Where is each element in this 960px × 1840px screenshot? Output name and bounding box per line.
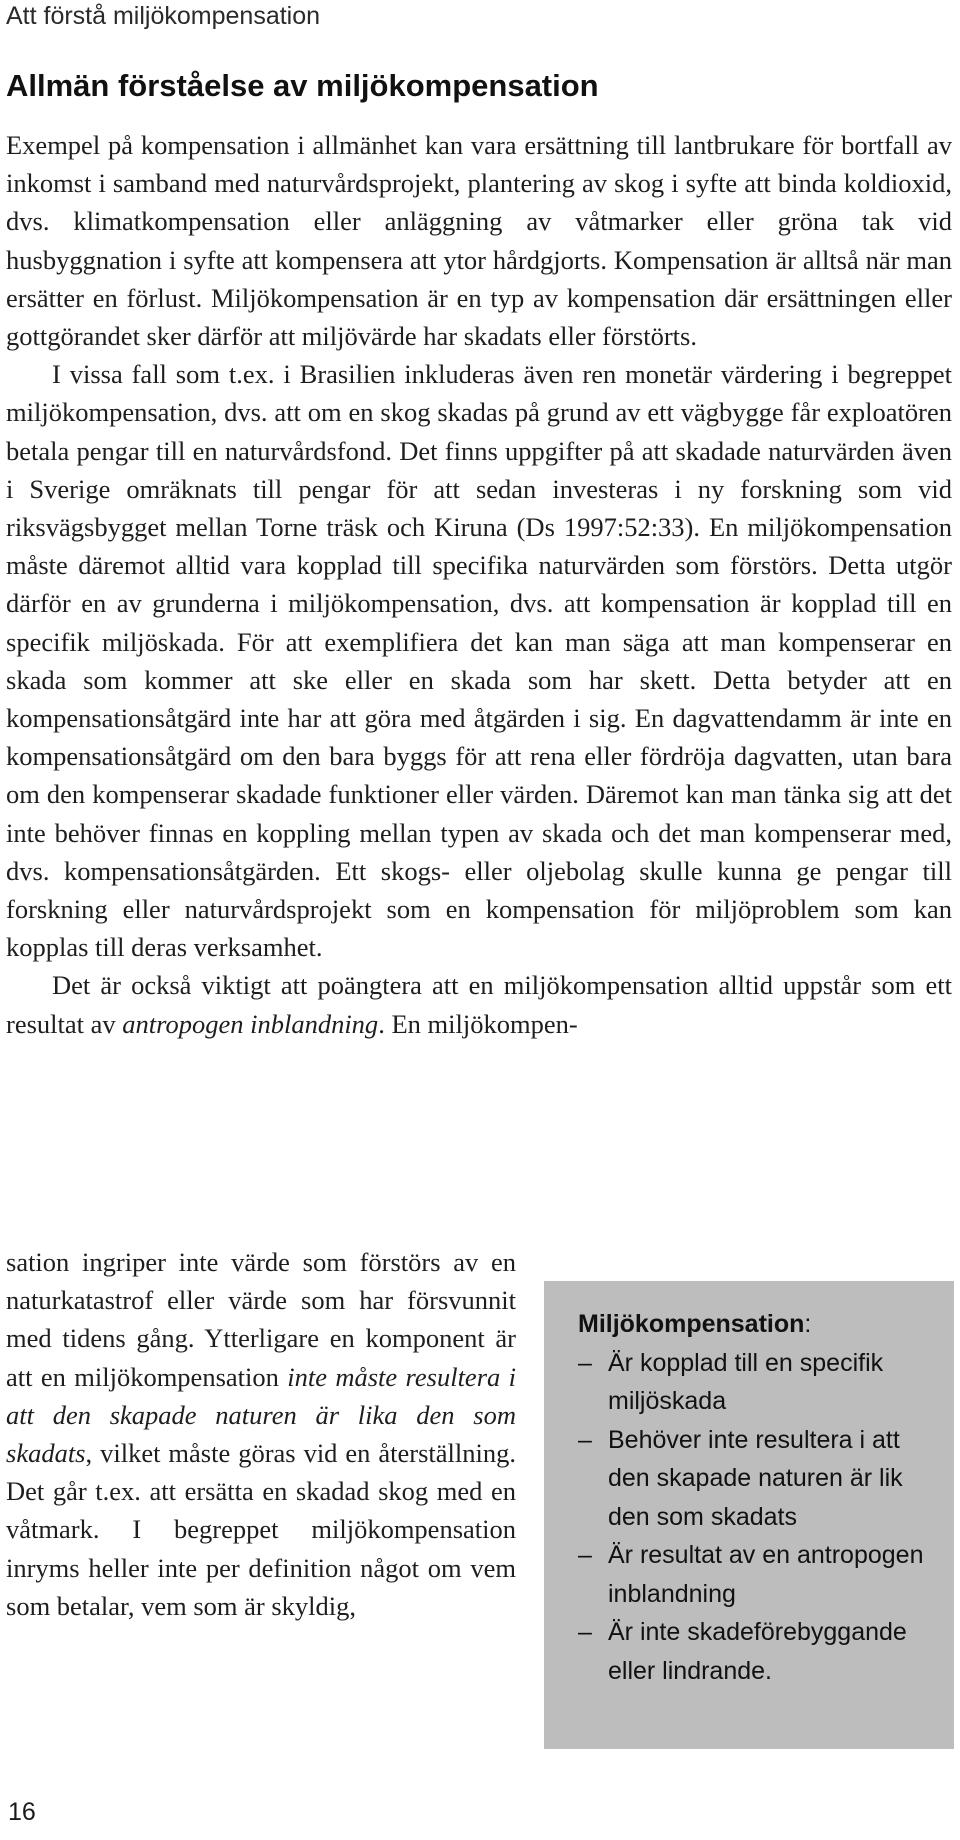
paragraph-3-end: . En miljökompen-: [378, 1008, 578, 1039]
sidebar-box: [544, 1281, 954, 1749]
sidebar-list-item: [578, 1613, 934, 1690]
narrow-column-text: [6, 1243, 516, 1625]
page-number: 16: [8, 1798, 36, 1826]
main-body-text: [6, 126, 952, 1043]
paragraph-3-continued: [6, 1243, 516, 1625]
dash-marker: –: [578, 1348, 592, 1377]
sidebar-list-item: [578, 1344, 934, 1421]
paragraph-3-emphasis: antropogen inblandning: [122, 1008, 379, 1039]
sidebar-title-text: Miljökompensation: [578, 1310, 805, 1338]
paragraph-3-start: Det är också viktigt att poängtera att en miljökompensation alltid uppstår som ett resultat av: [6, 970, 952, 1039]
paragraph-3: [6, 966, 952, 1042]
sidebar-list-item-text: Behöver inte resultera i att den skapade naturen är lik den som skadats: [608, 1425, 903, 1531]
sidebar-title: [578, 1305, 934, 1344]
dash-marker: –: [578, 1541, 592, 1569]
narrow-text-part-3: , vilket måste göras vid en återställning. Det går t.ex. att ersätta en skadad skog med en våtmark. I begreppet miljökompensation inryms heller inte per definition något om vem som betalar, vem som är skyldig,: [6, 1438, 516, 1621]
sidebar-list-item: [578, 1536, 934, 1613]
sidebar-list: [578, 1344, 934, 1691]
sidebar-list-item-text: Är resultat av en antropogen inblandning: [608, 1541, 924, 1608]
sidebar-list-item-text: Är inte skadeförebyggande eller lindrande.: [608, 1618, 907, 1685]
paragraph-1: Exempel på kompensation i allmänhet kan vara ersättning till lantbrukare för bortfall av inkomst i samband med naturvårdsprojekt, plantering av skog i syfte att binda koldioxid, dvs. klimatkompensation eller anläggning av våtmarker eller gröna tak vid husbyggnation i syfte att kompensera att ytor hårdgjorts. Kompensation är alltså när man ersätter en förlust. Miljökompensation är en typ av kompensation där ersättningen eller gottgörandet sker därför att miljövärde har skadats eller förstörts.: [6, 130, 952, 352]
sidebar-title-colon: :: [804, 1310, 812, 1338]
sidebar-list-item: [578, 1421, 934, 1537]
paragraph-2: I vissa fall som t.ex. i Brasilien inkluderas även ren monetär värdering i begreppet miljökompensation, dvs. att om en skog skadas på grund av ett vägbygge får exploatören betala pengar till en naturvårdsfond. Det finns uppgifter på att skadade naturvärden även i Sverige omräknats till pengar för att sedan investeras i ny forskning som vid riksvägsbygget mellan Torne träsk och Kiruna (Ds 1997:52:33). En miljökompensation måste däremot alltid vara kopplad till specifika naturvärden som förstörs. Detta utgör därför en av grunderna i miljökompensation, dvs. att kompensation är kopplad till en specifik miljöskada. För att exemplifiera det kan man säga att man kompenserar en skada som kommer att ske eller en skada som har skett. Detta betyder att en kompensationsåtgärd inte har att göra med åtgärden i sig. En dagvattendamm är inte en kompensationsåtgärd om den bara byggs för att rena eller fördröja dagvatten, utan bara om den kompenserar skadade funktioner eller värden. Däremot kan man tänka sig att det inte behöver finnas en koppling mellan typen av skada och det man kompenserar med, dvs. kompensationsåtgärden. Ett skogs- eller oljebolag skulle kunna ge pengar till forskning eller naturvårdsprojekt som en kompensation för miljöproblem som kan kopplas till deras verksamhet.: [6, 359, 952, 963]
narrow-text-emphasis: inte måste resultera i att den skapade naturen är lika den som skadats: [6, 1361, 516, 1469]
narrow-text-part-1: sation ingriper inte värde som förstörs av en naturkatastrof eller värde som har försvunnit med tidens gång. Ytterligare en komponent är att en miljökompensation: [6, 1247, 516, 1392]
running-header: Att förstå miljökompensation: [6, 2, 321, 30]
dash-marker: –: [578, 1425, 592, 1454]
section-title: Allmän förståelse av miljökompensation: [6, 68, 599, 103]
sidebar-list-item-text: Är kopplad till en specifik miljöskada: [608, 1348, 884, 1415]
dash-marker: –: [578, 1618, 592, 1646]
